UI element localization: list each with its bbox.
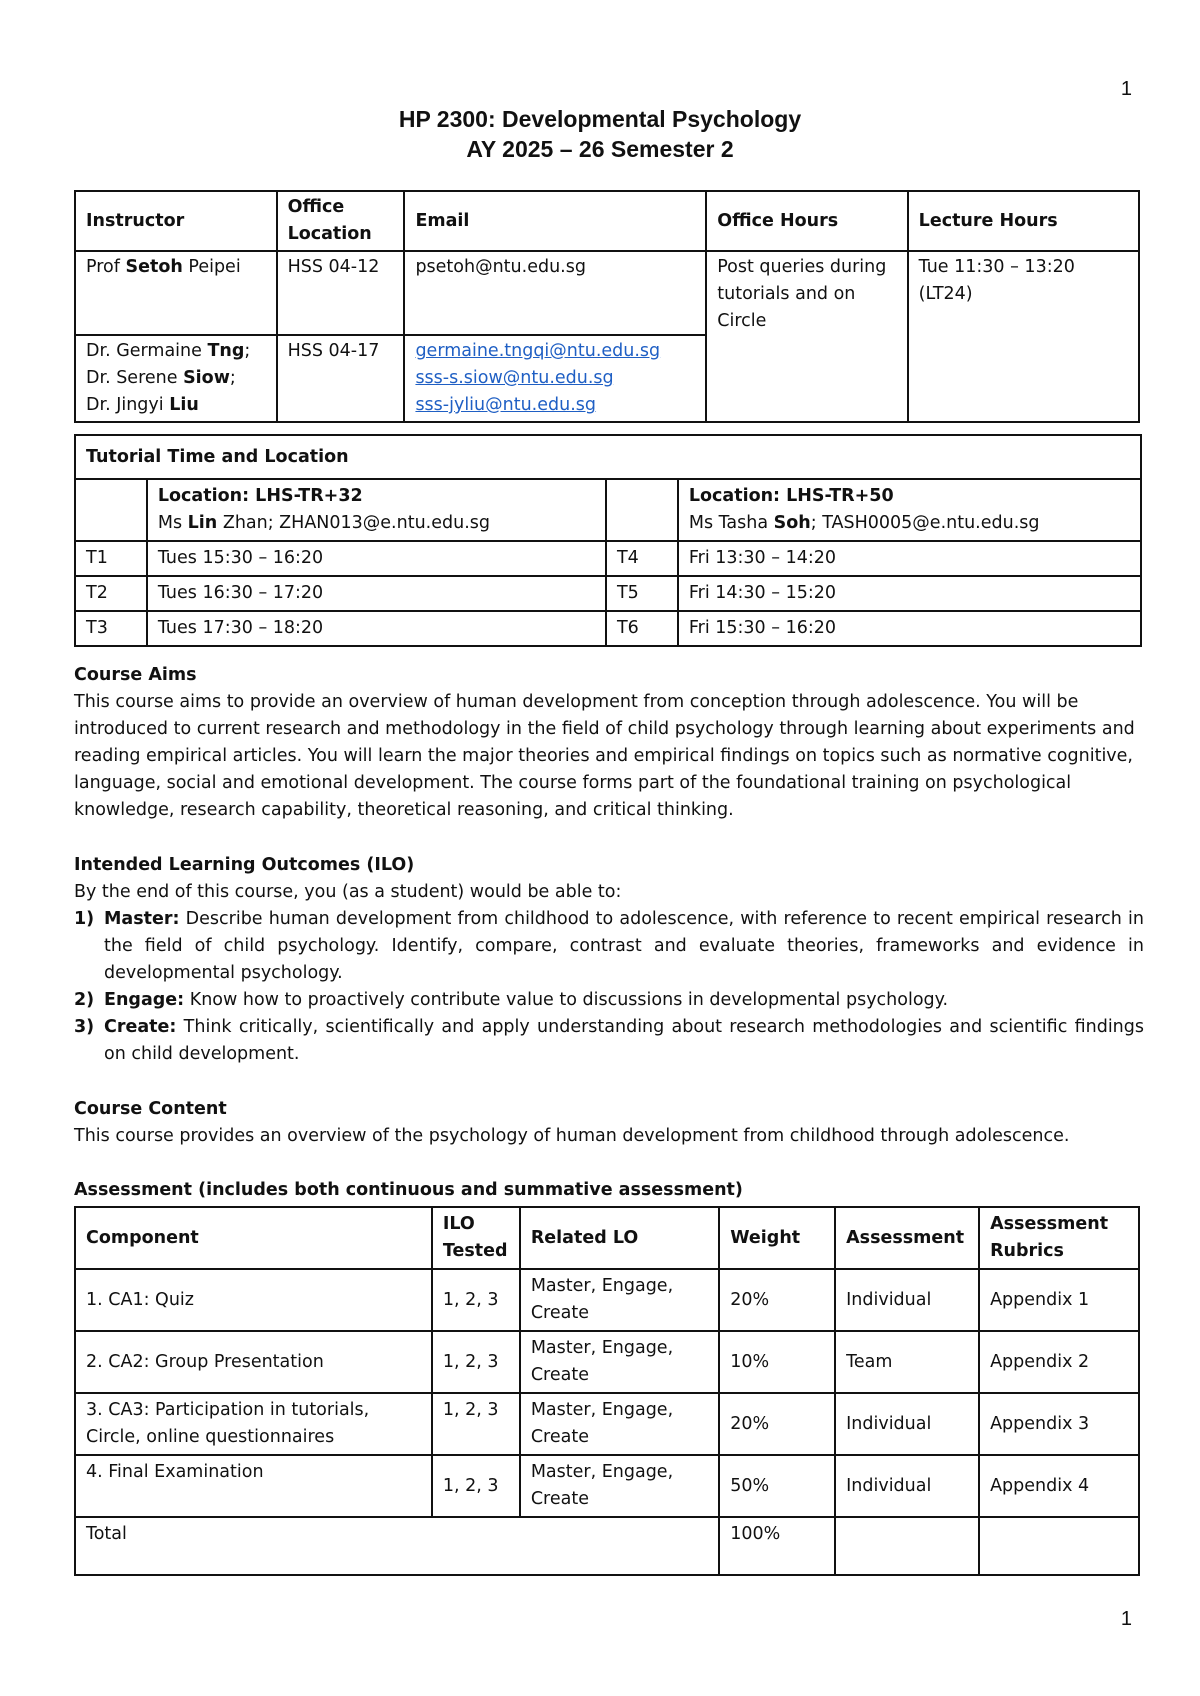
tutorial-time: Tues 17:30 – 18:20 bbox=[147, 611, 606, 646]
course-content-section bbox=[74, 1096, 1144, 1150]
blank-cell bbox=[835, 1517, 979, 1575]
header-instructor: Instructor bbox=[75, 191, 277, 251]
table-row bbox=[75, 1331, 1139, 1393]
item-label: Master: bbox=[104, 909, 180, 929]
header-email: Email bbox=[404, 191, 706, 251]
tutor-name bbox=[86, 365, 266, 392]
course-title: HP 2300: Developmental Psychology bbox=[398, 106, 802, 132]
table-row bbox=[75, 1393, 1139, 1455]
tutor-bold: Soh bbox=[773, 513, 811, 533]
name-prefix: Dr. Germaine bbox=[86, 341, 208, 361]
email-link[interactable]: sss-s.siow@ntu.edu.sg bbox=[415, 368, 614, 388]
component: 2. CA2: Group Presentation bbox=[75, 1331, 432, 1393]
item-text: Think critically, scientifically and apply understanding about research methodologies and scientific findings on child development. bbox=[104, 1017, 1144, 1064]
assessment-type: Individual bbox=[835, 1393, 979, 1455]
tutor-suffix: ; TASH0005@e.ntu.edu.sg bbox=[810, 513, 1040, 533]
tutorial-code: T4 bbox=[606, 541, 678, 576]
office-location: HSS 04-12 bbox=[277, 251, 405, 335]
component: 4. Final Examination bbox=[75, 1455, 432, 1517]
component: 3. CA3: Participation in tutorials, Circle, online questionnaires bbox=[75, 1393, 432, 1455]
tutor-name bbox=[86, 338, 266, 365]
name-prefix: Prof bbox=[86, 257, 126, 277]
header-lecture-hours: Lecture Hours bbox=[908, 191, 1139, 251]
blank-cell bbox=[979, 1517, 1139, 1575]
assessment-type: Individual bbox=[835, 1455, 979, 1517]
list-item bbox=[74, 987, 1144, 1014]
ilo-section bbox=[74, 852, 1144, 1068]
instructor-name bbox=[75, 251, 277, 335]
tutor-bold: Lin bbox=[187, 513, 218, 533]
assessment-heading: Assessment (includes both continuous and summative assessment) bbox=[74, 1180, 743, 1200]
header-related-lo: Related LO bbox=[520, 1207, 719, 1269]
total-row bbox=[75, 1517, 1139, 1575]
item-label: Engage: bbox=[104, 990, 185, 1010]
table-row bbox=[75, 1455, 1139, 1517]
instructor-header-row bbox=[75, 191, 1139, 251]
lecture-venue: (LT24) bbox=[918, 284, 973, 304]
item-label: Create: bbox=[104, 1017, 177, 1037]
rubric: Appendix 3 bbox=[979, 1393, 1139, 1455]
ilo-tested: 1, 2, 3 bbox=[432, 1393, 520, 1455]
name-bold: Siow bbox=[183, 368, 230, 388]
assessment-table bbox=[74, 1206, 1140, 1576]
item-number: 2) bbox=[74, 990, 95, 1010]
tutor-prefix: Ms bbox=[157, 513, 188, 533]
assessment-section bbox=[74, 1177, 1144, 1204]
header-assessment: Assessment bbox=[835, 1207, 979, 1269]
name-prefix: Dr. Jingyi bbox=[86, 395, 170, 415]
name-suffix: ; bbox=[244, 341, 251, 361]
tutor-prefix: Ms Tasha bbox=[688, 513, 774, 533]
course-content-body: This course provides an overview of the psychology of human development from childhood through adolescence. bbox=[74, 1126, 1070, 1146]
table-row bbox=[75, 1269, 1139, 1331]
instructor-row bbox=[75, 251, 1139, 335]
assessment-header-row bbox=[75, 1207, 1139, 1269]
ilo-intro: By the end of this course, you (as a student) would be able to: bbox=[74, 882, 622, 902]
tutorial-row bbox=[75, 541, 1141, 576]
weight: 20% bbox=[719, 1393, 835, 1455]
related-lo: Master, Engage, Create bbox=[520, 1455, 719, 1517]
office-hours: Post queries during tutorials and on Circle bbox=[706, 251, 907, 422]
tutorial-code: T5 bbox=[606, 576, 678, 611]
name-bold: Tng bbox=[207, 341, 245, 361]
tutorial-code: T6 bbox=[606, 611, 678, 646]
component: 1. CA1: Quiz bbox=[75, 1269, 432, 1331]
ilo-heading: Intended Learning Outcomes (ILO) bbox=[74, 855, 415, 875]
assessment-type: Individual bbox=[835, 1269, 979, 1331]
tutor-names bbox=[75, 335, 277, 422]
weight: 50% bbox=[719, 1455, 835, 1517]
tutorial-table bbox=[74, 434, 1142, 647]
tutorial-code: T1 bbox=[75, 541, 147, 576]
office-location: HSS 04-17 bbox=[277, 335, 405, 422]
tutor-name bbox=[86, 392, 266, 419]
list-item bbox=[74, 1014, 1144, 1068]
item-text: Describe human development from childhood to adolescence, with reference to recent empirical research in the field of child psychology. Identify, compare, contrast and evaluate theories, frameworks and evidence in developmental psychology. bbox=[104, 909, 1144, 983]
tutor-suffix: Zhan; ZHAN013@e.ntu.edu.sg bbox=[217, 513, 490, 533]
instructor-table bbox=[74, 190, 1140, 423]
header-rubrics: Assessment Rubrics bbox=[979, 1207, 1139, 1269]
ilo-list bbox=[74, 906, 1144, 1068]
tutorial-row bbox=[75, 576, 1141, 611]
header-office-location: Office Location bbox=[277, 191, 405, 251]
rubric: Appendix 2 bbox=[979, 1331, 1139, 1393]
location-left bbox=[147, 479, 606, 541]
tutorial-time: Fri 14:30 – 15:20 bbox=[678, 576, 1141, 611]
weight: 20% bbox=[719, 1269, 835, 1331]
related-lo: Master, Engage, Create bbox=[520, 1393, 719, 1455]
course-content-heading: Course Content bbox=[74, 1099, 227, 1119]
name-suffix: Peipei bbox=[182, 257, 241, 277]
tutorial-heading-text: Tutorial Time and Location bbox=[86, 446, 349, 467]
page-number-top: 1 bbox=[1120, 78, 1132, 100]
ilo-tested: 1, 2, 3 bbox=[432, 1269, 520, 1331]
weight: 10% bbox=[719, 1331, 835, 1393]
tutorial-time: Tues 15:30 – 16:20 bbox=[147, 541, 606, 576]
location-label: Location: LHS-TR+50 bbox=[688, 486, 894, 506]
location-right bbox=[678, 479, 1141, 541]
item-number: 1) bbox=[74, 909, 95, 929]
assessment-type: Team bbox=[835, 1331, 979, 1393]
related-lo: Master, Engage, Create bbox=[520, 1331, 719, 1393]
total-label: Total bbox=[75, 1517, 719, 1575]
tutorial-time: Tues 16:30 – 17:20 bbox=[147, 576, 606, 611]
email-link[interactable]: germaine.tngqi@ntu.edu.sg bbox=[415, 341, 661, 361]
email-link[interactable]: sss-jyliu@ntu.edu.sg bbox=[415, 395, 597, 415]
course-aims-heading: Course Aims bbox=[74, 665, 197, 685]
rubric: Appendix 1 bbox=[979, 1269, 1139, 1331]
page-title bbox=[0, 104, 1200, 164]
name-prefix: Dr. Serene bbox=[86, 368, 184, 388]
blank-cell bbox=[606, 479, 678, 541]
lecture-hours bbox=[908, 251, 1139, 422]
tutorial-row bbox=[75, 611, 1141, 646]
rubric: Appendix 4 bbox=[979, 1455, 1139, 1517]
tutorial-code: T2 bbox=[75, 576, 147, 611]
name-bold: Setoh bbox=[125, 257, 183, 277]
course-aims-section bbox=[74, 662, 1144, 824]
ilo-tested: 1, 2, 3 bbox=[432, 1331, 520, 1393]
semester-title: AY 2025 – 26 Semester 2 bbox=[466, 136, 734, 162]
instructor-email: psetoh@ntu.edu.sg bbox=[404, 251, 706, 335]
tutorial-code: T3 bbox=[75, 611, 147, 646]
page-number-bottom: 1 bbox=[1120, 1608, 1132, 1630]
tutorial-time: Fri 15:30 – 16:20 bbox=[678, 611, 1141, 646]
tutorial-heading-row bbox=[75, 435, 1141, 479]
tutorial-time: Fri 13:30 – 14:20 bbox=[678, 541, 1141, 576]
lecture-time: Tue 11:30 – 13:20 bbox=[918, 257, 1075, 277]
course-aims-body: This course aims to provide an overview of human development from conception through adolescence. You will be introduced to current research and methodology in the field of child psychology through learning about experiments and reading empirical articles. You will learn the major theories and empirical findings on topics such as normative cognitive, language, social and emotional development. The course forms part of the foundational training on psychological knowledge, research capability, theoretical reasoning, and critical thinking. bbox=[74, 692, 1135, 820]
header-component: Component bbox=[75, 1207, 432, 1269]
name-suffix: ; bbox=[229, 368, 236, 388]
ilo-tested: 1, 2, 3 bbox=[432, 1455, 520, 1517]
header-weight: Weight bbox=[719, 1207, 835, 1269]
name-bold: Liu bbox=[169, 395, 199, 415]
header-office-hours: Office Hours bbox=[706, 191, 907, 251]
tutorial-location-row bbox=[75, 479, 1141, 541]
tutorial-heading bbox=[75, 435, 1141, 479]
header-ilo-tested: ILO Tested bbox=[432, 1207, 520, 1269]
list-item bbox=[74, 906, 1144, 987]
related-lo: Master, Engage, Create bbox=[520, 1269, 719, 1331]
location-label: Location: LHS-TR+32 bbox=[157, 486, 363, 506]
item-text: Know how to proactively contribute value to discussions in developmental psychology. bbox=[184, 990, 949, 1010]
tutor-emails bbox=[404, 335, 706, 422]
blank-cell bbox=[75, 479, 147, 541]
total-weight: 100% bbox=[719, 1517, 835, 1575]
item-number: 3) bbox=[74, 1017, 95, 1037]
